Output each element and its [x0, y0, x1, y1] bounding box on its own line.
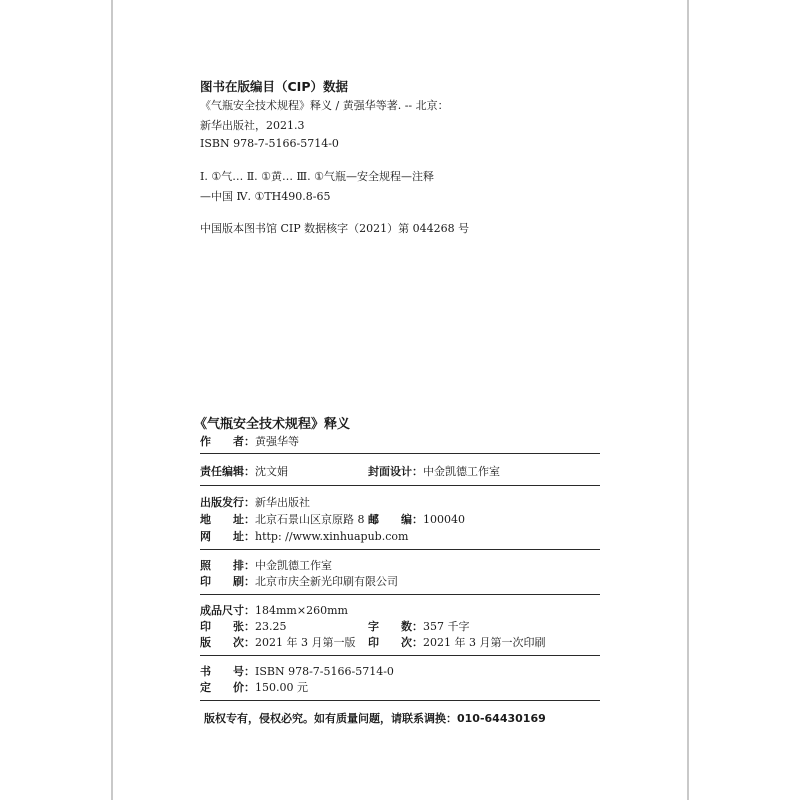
- words-value: 357 千字: [423, 620, 470, 633]
- edition-value: 2021 年 3 月第一版: [255, 636, 356, 649]
- divider: [200, 485, 600, 486]
- typeset-field: [200, 557, 332, 573]
- isbn-label: 书 号：: [200, 665, 255, 678]
- editor-label: 责任编辑：: [200, 465, 255, 478]
- size-label: 成品尺寸：: [200, 604, 255, 617]
- editor-field: [200, 463, 288, 479]
- printer-value: 北京市庆全新光印刷有限公司: [255, 575, 398, 588]
- book-title: 《气瓶安全技术规程》释义: [194, 417, 351, 432]
- sheets-label: 印 张：: [200, 620, 255, 633]
- typeset-value: 中金凯德工作室: [255, 559, 332, 572]
- postcode-field: [368, 511, 465, 527]
- divider: [200, 594, 600, 595]
- cover-design-label: 封面设计：: [368, 465, 423, 478]
- sheets-field: [200, 618, 287, 634]
- size-field: [200, 602, 348, 618]
- edition-field: [200, 634, 355, 650]
- cip-line-3: ISBN 978-7-5166-5714-0: [200, 137, 339, 150]
- address-field: [200, 511, 379, 527]
- divider: [200, 700, 600, 701]
- postcode-value: 100040: [423, 513, 465, 526]
- author-value: 黄强华等: [255, 435, 299, 448]
- printing-label: 印 次：: [368, 636, 423, 649]
- price-field: [200, 679, 308, 695]
- book-page: [111, 0, 689, 800]
- divider: [200, 549, 600, 550]
- cip-line-5: —中国 Ⅳ. ①TH490.8-65: [200, 190, 331, 203]
- isbn-field: [200, 663, 394, 679]
- printing-field: [368, 634, 545, 650]
- printing-value: 2021 年 3 月第一次印刷: [423, 636, 546, 649]
- price-label: 定 价：: [200, 681, 255, 694]
- price-value: 150.00 元: [255, 681, 308, 694]
- divider: [200, 453, 600, 454]
- words-field: [368, 618, 470, 634]
- cip-title: 图书在版编目（CIP）数据: [200, 79, 348, 94]
- publisher-label: 出版发行：: [200, 496, 255, 509]
- publisher-value: 新华出版社: [255, 496, 310, 509]
- words-label: 字 数：: [368, 620, 423, 633]
- divider: [200, 655, 600, 656]
- postcode-label: 邮 编：: [368, 513, 423, 526]
- website-field: [200, 528, 408, 544]
- cip-line-4: Ⅰ. ①气… Ⅱ. ①黄… Ⅲ. ①气瓶—安全规程—注释: [200, 170, 434, 183]
- cip-line-1: 《气瓶安全技术规程》释义 / 黄强华等著. -- 北京：: [200, 99, 449, 112]
- cip-line-2: 新华出版社，2021.3: [200, 119, 305, 132]
- author-field: [200, 433, 299, 449]
- cip-line-6: 中国版本图书馆 CIP 数据核字（2021）第 044268 号: [200, 222, 470, 235]
- isbn-value: ISBN 978-7-5166-5714-0: [255, 665, 394, 678]
- website-label: 网 址：: [200, 530, 255, 543]
- printer-label: 印 刷：: [200, 575, 255, 588]
- editor-value: 沈文娟: [255, 465, 288, 478]
- publisher-field: [200, 494, 310, 510]
- author-label: 作 者：: [200, 435, 255, 448]
- cover-design-value: 中金凯德工作室: [423, 465, 500, 478]
- address-label: 地 址：: [200, 513, 255, 526]
- size-value: 184mm×260mm: [255, 604, 348, 617]
- cover-design-field: [368, 463, 500, 479]
- sheets-value: 23.25: [255, 620, 287, 633]
- edition-label: 版 次：: [200, 636, 255, 649]
- printer-field: [200, 573, 398, 589]
- address-value: 北京石景山区京原路 8 号: [255, 513, 379, 526]
- copyright-notice: 版权专有，侵权必究。如有质量问题，请联系调换：010-64430169: [204, 712, 546, 725]
- website-link[interactable]: http: //www.xinhuapub.com: [255, 530, 409, 543]
- typeset-label: 照 排：: [200, 559, 255, 572]
